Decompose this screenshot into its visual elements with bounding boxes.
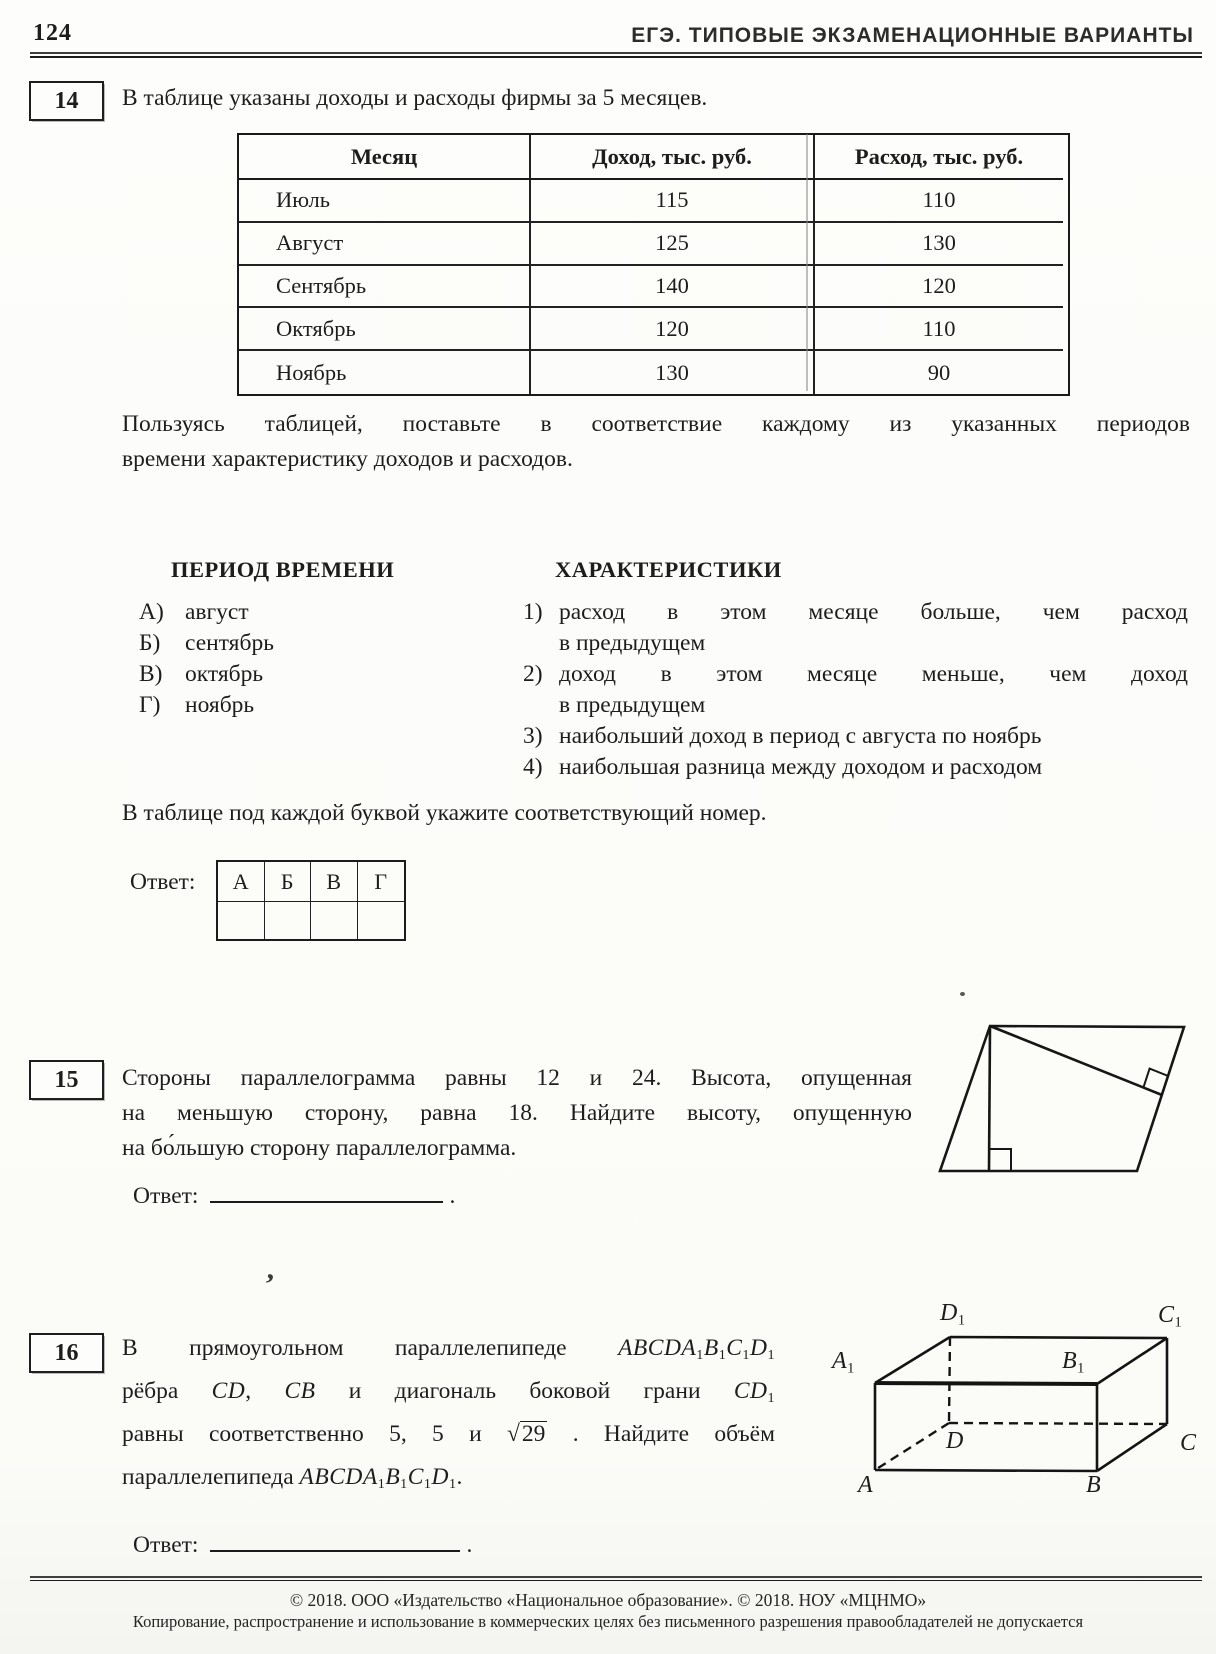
- table-cell-expense: 130: [815, 223, 1063, 266]
- problem15-line3: на бо́льшую сторону параллелограмма.: [122, 1135, 517, 1161]
- period-text: август: [185, 599, 249, 625]
- problem16-line2: рёбра CD, CB и диагональ боковой грани $CD_1$: [122, 1378, 776, 1407]
- vertex-label-b: B: [1086, 1472, 1102, 1498]
- answer-grid-blank-cell: [218, 902, 265, 939]
- footer-rule: [30, 1576, 1202, 1581]
- scan-comma-artifact: ’: [261, 1267, 277, 1302]
- characteristic-number: 3): [523, 723, 543, 749]
- height-to-short-side: [990, 1026, 1162, 1095]
- period-text: сентябрь: [185, 630, 274, 656]
- footer-notice: Копирование, распространение и использование в коммерческих целях без письменного разрешения правообладателей не допускается: [132, 1612, 1084, 1631]
- parallelogram-figure: [920, 1000, 1210, 1185]
- answer-grid-letter-v: В: [311, 862, 358, 902]
- vertex-label-a: A: [858, 1472, 874, 1498]
- period-text: октябрь: [185, 661, 264, 687]
- problem14-answer-label: Ответ:: [130, 869, 196, 895]
- period-letter: В): [139, 661, 163, 687]
- table-cell-income: 140: [531, 266, 815, 309]
- answer-period: .: [466, 1531, 473, 1558]
- period-letter: Г): [139, 692, 161, 718]
- header-title: ЕГЭ. ТИПОВЫЕ ЭКЗАМЕНАЦИОННЫЕ ВАРИАНТЫ: [631, 24, 1194, 47]
- vertex-label-c1: $C_1$: [1158, 1302, 1183, 1331]
- problem16-line4: параллелепипеда $ABCDA_1B_1C_1D_1$.: [122, 1464, 463, 1493]
- problem16-answer-blank: [210, 1526, 460, 1552]
- answer-grid-letter-g: Г: [358, 862, 405, 902]
- table-cell-month: Сентябрь: [239, 266, 531, 309]
- problem15-answer-row: [133, 1177, 455, 1210]
- problem14-instruction-line1: Пользуясь таблицей, поставьте в соответствие каждому из указанных периодов: [122, 411, 1190, 437]
- answer-period: .: [449, 1182, 456, 1209]
- characteristic-text-cont: в предыдущем: [559, 692, 706, 718]
- problem14-instruction-line2: времени характеристику доходов и расходов.: [122, 446, 573, 472]
- problem16-line3: равны соответственно 5, 5 и √29 . Найдите объём: [122, 1421, 775, 1447]
- footer-copyright: © 2018. ООО «Издательство «Национальное образование». © 2018. НОУ «МЦНМО»: [289, 1590, 927, 1610]
- table-cell-month: Июль: [239, 180, 531, 223]
- table-cell-expense: 110: [815, 308, 1063, 351]
- parallelepiped-figure: [830, 1290, 1210, 1505]
- period-item: [139, 660, 263, 688]
- characteristic-text: наибольший доход в период с августа по ноябрь: [559, 723, 1042, 749]
- problem14-number-box: [29, 81, 104, 121]
- scan-dot-artifact: [960, 992, 965, 996]
- problem16-number-box: [29, 1333, 104, 1373]
- characteristic-text: доход в этом месяце меньше, чем доход: [559, 661, 1188, 687]
- problem15-number: 15: [54, 1066, 79, 1093]
- table-cell-income: 115: [531, 180, 815, 223]
- table-cell-expense: 120: [815, 266, 1063, 309]
- period-text: ноябрь: [185, 692, 255, 718]
- characteristic-number: 4): [523, 754, 543, 780]
- right-angle-mark-bottom: [989, 1149, 1011, 1171]
- income-expense-table: [237, 133, 1070, 396]
- problem15-number-box: [29, 1060, 104, 1100]
- characteristic-number: 1): [523, 599, 543, 625]
- table-header-expense: Расход, тыс. руб.: [815, 135, 1063, 180]
- answer-grid: [216, 860, 406, 941]
- period-letter: Б): [139, 630, 161, 656]
- table-cell-expense: 110: [815, 180, 1063, 223]
- characteristics-column-title: ХАРАКТЕРИСТИКИ: [555, 557, 782, 582]
- problem15-line1: Стороны параллелограмма равны 12 и 24. Высота, опущенная: [122, 1065, 912, 1091]
- header-rule: [30, 52, 1202, 58]
- answer-grid-blank-cell: [311, 902, 358, 939]
- problem15-answer-label: Ответ:: [133, 1182, 199, 1209]
- vertex-label-b1: $B_1$: [1062, 1348, 1085, 1377]
- table-cell-month: Ноябрь: [239, 351, 531, 394]
- vertex-label-d: D: [946, 1428, 964, 1454]
- problem16-answer-row: [133, 1526, 472, 1559]
- vertex-label-c: C: [1180, 1430, 1197, 1456]
- problem14-number: 14: [54, 87, 79, 114]
- problem14-statement: В таблице указаны доходы и расходы фирмы за 5 месяцев.: [122, 85, 708, 111]
- period-letter: А): [139, 599, 164, 625]
- problem15-answer-blank: [210, 1177, 443, 1203]
- problem14-note: В таблице под каждой буквой укажите соответствующий номер.: [122, 800, 767, 826]
- period-column-title: ПЕРИОД ВРЕМЕНИ: [171, 557, 395, 582]
- table-cell-expense: 90: [927, 359, 951, 385]
- problem16-line1: В прямоугольном параллелепипеде $ABCDA_1B_1C_1D_1$: [122, 1335, 775, 1364]
- characteristic-text-cont: в предыдущем: [559, 630, 706, 656]
- vertex-label-a1: $A_1$: [832, 1348, 855, 1377]
- table-header-income: Доход, тыс. руб.: [531, 135, 815, 180]
- table-cell-month: Октябрь: [239, 308, 531, 351]
- table-cell-income: 125: [531, 223, 815, 266]
- answer-grid-blank-cell: [358, 902, 405, 939]
- problem16-number: 16: [54, 1339, 79, 1366]
- answer-grid-letter-a: А: [218, 862, 265, 902]
- solid-edges: [875, 1337, 1167, 1471]
- period-item: [139, 598, 249, 626]
- problem16-answer-label: Ответ:: [133, 1531, 199, 1558]
- table-cell-income: 130: [531, 351, 815, 394]
- period-item: [139, 691, 254, 719]
- characteristic-text: наибольшая разница между доходом и расходом: [559, 754, 1043, 780]
- table-cell-month: Август: [239, 223, 531, 266]
- answer-grid-letter-b: Б: [265, 862, 312, 902]
- scan-ghost-line: [806, 134, 808, 391]
- characteristic-number: 2): [523, 661, 543, 687]
- table-header-month: Месяц: [239, 135, 531, 180]
- period-item: [139, 629, 274, 657]
- table-cell-income: 120: [531, 308, 815, 351]
- characteristic-text: расход в этом месяце больше, чем расход: [559, 599, 1188, 625]
- edge-a1b1: [875, 1383, 1097, 1384]
- page-number: 124: [33, 20, 72, 46]
- answer-grid-blank-cell: [265, 902, 312, 939]
- parallelogram-outline: [940, 1026, 1184, 1171]
- vertex-label-d1: $D_1$: [940, 1300, 966, 1329]
- problem15-line2: на меньшую сторону, равна 18. Найдите высоту, опущенную: [122, 1100, 912, 1126]
